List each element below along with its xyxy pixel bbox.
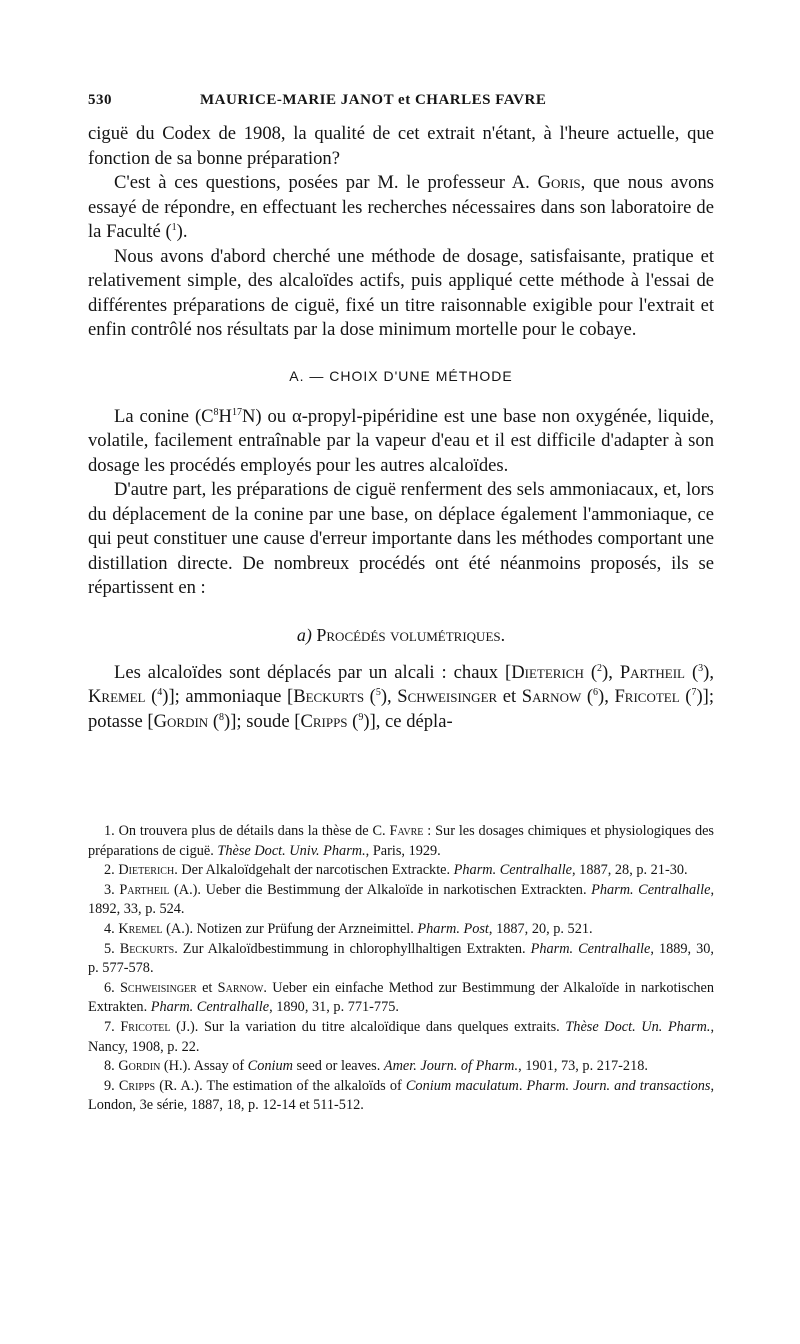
footnotes [88, 822, 714, 1116]
paragraph-3: Nous avons d'abord cherché une méthode de dosage, satisfaisante, pratique et relativement simple, des alcaloïdes actifs, puis appliqué cette méthode à l'essai de différentes préparations de ciguë, fixé un titre raisonnable exigible pour l'extrait et enfin contrôlé nos résultats par la dose minimum mortelle pour le cobaye. [88, 245, 714, 340]
paragraph-6: Les alcaloïdes sont déplacés par un alcali : chaux [Dieterich ($^2$), Partheil ($^3$), Kremel ($^4$)]; ammoniaque [Beckurts ($^5$), Schweisinger et Sarnow ($^6$), Fricotel ($^7$)]; potasse [Gordin ($^8$)]; soude [Cripps ($^9$)], ce dépla- [88, 661, 715, 732]
footnote-5: 5. Beckurts. Zur Alkaloïdbestimmung in chlorophyllhaltigen Extrakten. Pharm. Centralhalle, 1889, 30, p. 577-578. [88, 940, 714, 977]
footnote-6: 6. Schweisinger et Sarnow. Ueber ein einfache Method zur Bestimmung der Alkaloïde in narkotischen Extrakten. Pharm. Centralhalle, 1890, 31, p. 771-775. [88, 979, 714, 1016]
section-b-title: Procédés volumétriques. [316, 624, 506, 645]
footnote-2: 2. Dieterich. Der Alkaloïdgehalt der narcotischen Extrackte. Pharm. Centralhalle, 1887, 28, p. 21-30. [104, 862, 688, 879]
section-heading-a: A. — CHOIX D'UNE MÉTHODE [289, 367, 513, 384]
footnote-3: 3. Partheil (A.). Ueber die Bestimmung der Alkaloïde in narkotischen Extrackten. Pharm. Centralhalle, 1892, 33, p. 524. [88, 881, 715, 918]
footnote-8: 8. Gordin (H.). Assay of Conium seed or leaves. Amer. Journ. of Pharm., 1901, 73, p. 217-218. [104, 1058, 648, 1075]
section-b-letter: a) [296, 624, 312, 645]
footnote-9: 9. Cripps (R. A.). The estimation of the alkaloïds of Conium maculatum. Pharm. Journ. and transactions, London, 3e série, 1887, 18, p. 12-14 et 511-512. [88, 1077, 715, 1114]
author-goris: Goris [537, 172, 581, 193]
footnote-7: 7. Fricotel (J.). Sur la variation du titre alcaloïdique dans quelques extraits. Thèse Doct. Un. Pharm., Nancy, 1908, p. 22. [88, 1018, 715, 1055]
page-number: 530 [88, 92, 112, 108]
paragraph-4: La conine $(C^8H^{17}N)$ ou α-propyl-pipéridine est une base non oxygénée, liquide, volatile, facilement entraînable par la vapeur d'eau et il est difficile d'adapter à son dosage les procédés employés pour les autres alcaloïdes. [88, 405, 714, 476]
paragraph-1: ciguë du Codex de 1908, la qualité de cet extrait n'étant, à l'heure actuelle, que fonction de sa bonne préparation? [88, 123, 714, 169]
section-heading-b [88, 623, 714, 647]
footnote-1: 1. On trouvera plus de détails dans la thèse de C. Favre : Sur les dosages chimiques et physiologiques des préparations de ciguë. Thèse Doct. Univ. Pharm., Paris, 1929. [88, 823, 714, 859]
paragraph-5: D'autre part, les préparations de ciguë renferment des sels ammoniacaux, et, lors du déplacement de la conine par une base, on déplace également l'ammoniaque, ce qui peut constituer une cause d'erreur importante dans les méthodes comportant une distillation directe. De nombreux procédés ont été néanmoins proposés, ils se répartissent en : [88, 479, 714, 598]
paragraph-2: C'est à ces questions, posées par M. le professeur A. Goris, que nous avons essayé de répondre, en effectuant les recherches nécessaires dans son laboratoire de la Faculté ($^1$). [88, 172, 715, 242]
footnote-4: 4. Kremel (A.). Notizen zur Prüfung der Arzneimittel. Pharm. Post, 1887, 20, p. 521. [104, 920, 593, 937]
running-head [88, 92, 714, 112]
running-title: MAURICE-MARIE JANOT et CHARLES FAVRE [200, 92, 547, 108]
body-text [88, 122, 714, 734]
footnote-ref-1: 1 [171, 221, 177, 233]
